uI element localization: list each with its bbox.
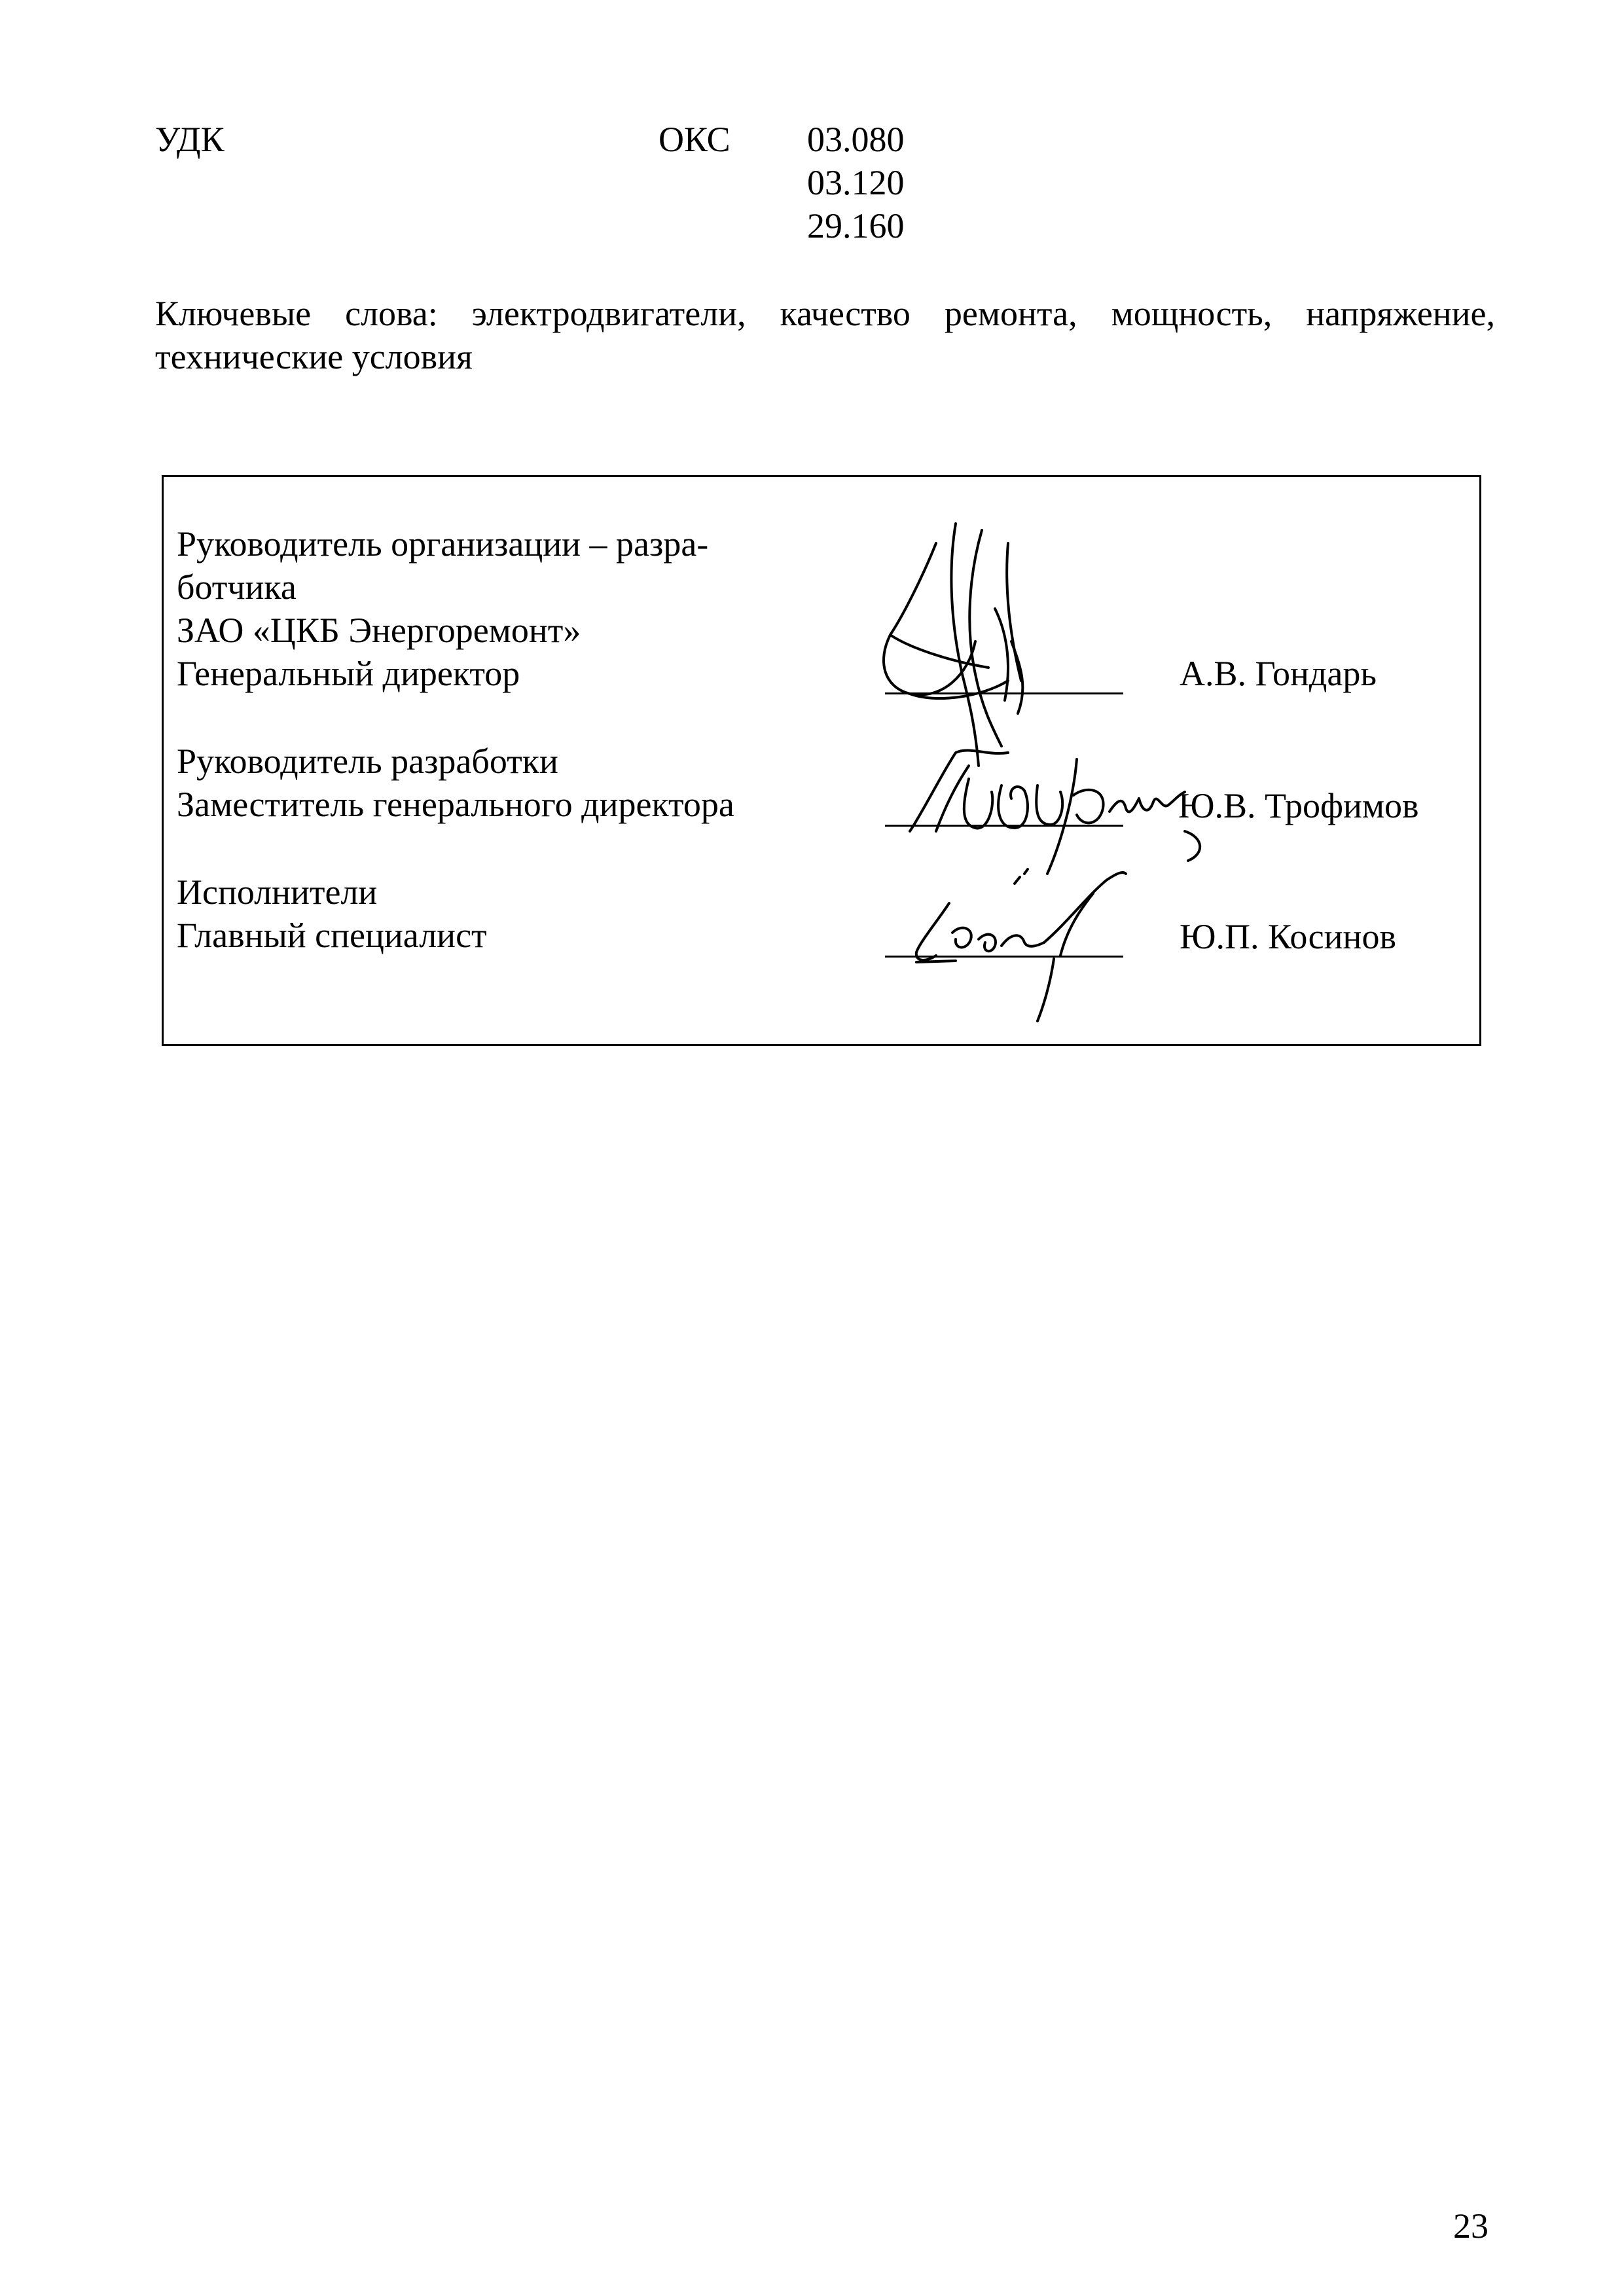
position-line: Главный специалист	[177, 916, 487, 955]
keywords-line: технические условия	[155, 337, 473, 376]
position-line: Исполнители	[177, 872, 378, 912]
oks-code: 29.160	[807, 206, 905, 245]
position-line: Руководитель организации – разра-	[177, 524, 709, 564]
position-line: Генеральный директор	[177, 654, 520, 693]
oks-code: 03.080	[807, 120, 905, 159]
oks-codes	[807, 118, 905, 247]
position-line: Руководитель разработки	[177, 742, 558, 781]
signatory-name: А.В. Гондарь	[1180, 654, 1377, 693]
oks-code: 03.120	[807, 163, 905, 202]
signature-line	[885, 956, 1123, 958]
keywords-paragraph	[155, 292, 1495, 378]
position-line: ЗАО «ЦКБ Энергоремонт»	[177, 611, 581, 650]
signatory-position-deputy	[177, 740, 734, 826]
keywords-line: Ключевые слова: электродвигатели, качество ремонта, мощность, напряжение,	[155, 294, 1495, 333]
position-line: Заместитель генерального директора	[177, 785, 734, 824]
oks-label: ОКС	[659, 120, 731, 159]
signatory-position-director	[177, 522, 708, 695]
signatory-position-specialist	[177, 870, 487, 957]
signature-line	[885, 692, 1123, 694]
udk-label: УДК	[155, 120, 225, 159]
signature-line	[885, 825, 1123, 827]
signatory-name: Ю.В. Трофимов	[1178, 786, 1419, 825]
signatory-name: Ю.П. Косинов	[1180, 917, 1396, 956]
page-number: 23	[1453, 2206, 1489, 2246]
position-line: ботчика	[177, 567, 297, 607]
